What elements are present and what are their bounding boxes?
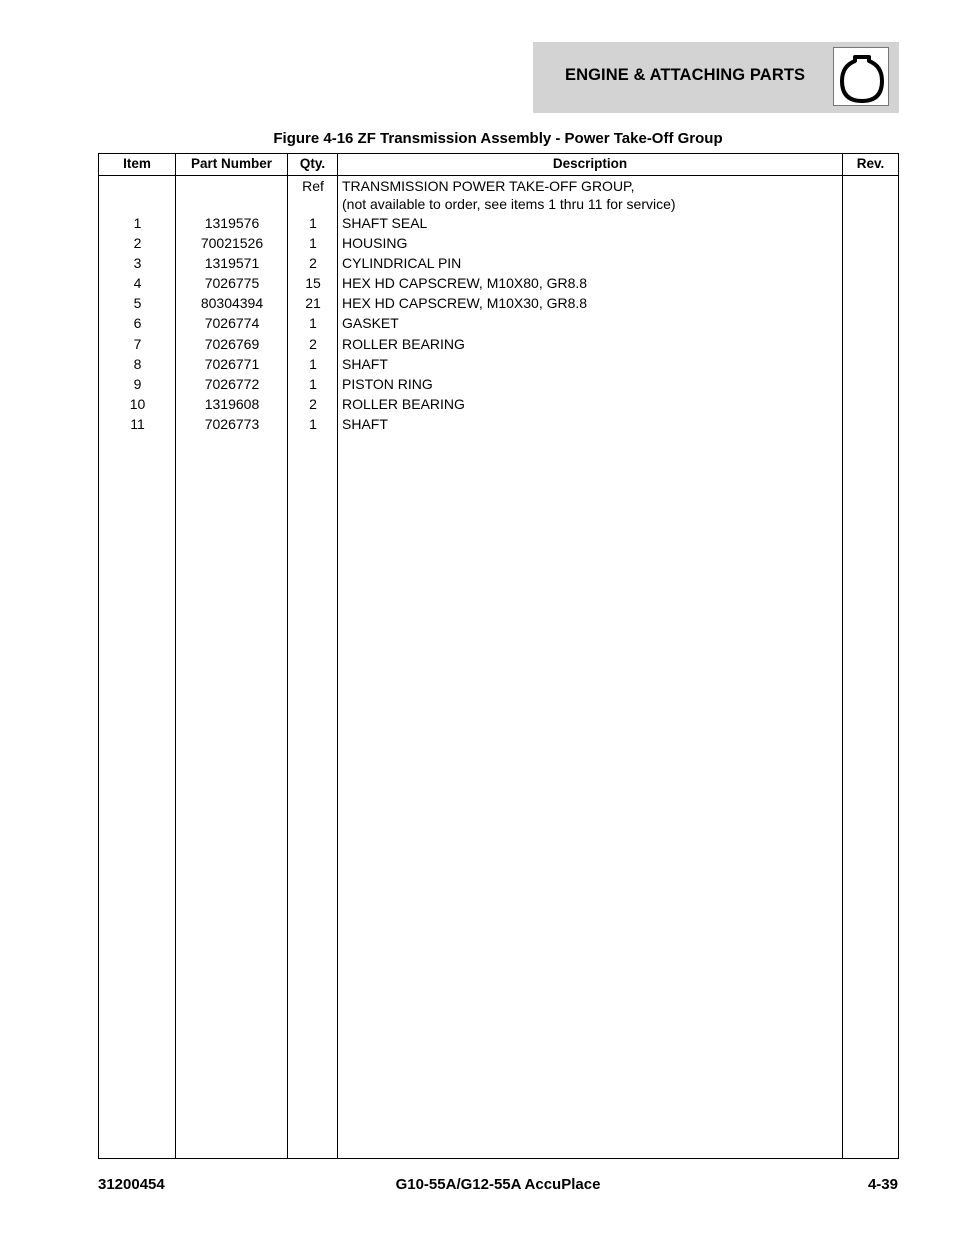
qty-cell: 15 (305, 275, 321, 292)
item-cell: 10 (129, 395, 146, 412)
item-cell: 2 (133, 235, 142, 252)
qty-cell: 1 (309, 375, 317, 392)
qty-cell: 1 (309, 415, 317, 432)
section-icon-box (833, 47, 889, 106)
part-number-cell: 1319608 (204, 395, 260, 412)
table-row (99, 234, 898, 254)
parts-table (98, 153, 899, 1159)
description-cell: ROLLER BEARING (342, 335, 465, 352)
description-cell: SHAFT (342, 415, 388, 432)
description-cell: GASKET (342, 315, 399, 332)
item-cell: 8 (133, 355, 142, 372)
part-number-cell: 7026775 (204, 275, 260, 292)
table-row (99, 415, 898, 435)
column-header-rev: Rev. (856, 156, 885, 171)
item-cell: 4 (133, 275, 142, 292)
qty-cell: 21 (305, 295, 321, 312)
item-cell: 6 (133, 315, 142, 332)
item-cell: 1 (133, 215, 142, 231)
item-cell: 9 (133, 375, 142, 392)
qty-cell: 2 (309, 335, 317, 352)
table-row (99, 214, 898, 234)
qty-cell: 1 (309, 235, 317, 252)
qty-cell: 1 (309, 315, 317, 332)
section-title: ENGINE & ATTACHING PARTS (565, 66, 806, 84)
section-header-tab (533, 42, 899, 113)
table-row (99, 355, 898, 375)
figure-title: Figure 4-16 ZF Transmission Assembly - Power Take-Off Group (273, 130, 723, 147)
table-row (99, 274, 898, 294)
item-cell: 7 (133, 335, 142, 352)
page-number: 4-39 (867, 1176, 898, 1193)
table-row (99, 314, 898, 334)
part-number-cell: 7026773 (204, 415, 260, 432)
table-row (99, 254, 898, 274)
part-number-cell: 1319576 (204, 215, 260, 231)
description-line: TRANSMISSION POWER TAKE-OFF GROUP, (342, 178, 635, 194)
table-row (99, 177, 898, 214)
part-number-cell: 7026774 (204, 315, 260, 332)
qty-cell: 1 (309, 215, 317, 231)
description-cell: SHAFT (342, 355, 388, 372)
description-cell: ROLLER BEARING (342, 395, 465, 412)
column-header-part-number: Part Number (190, 156, 273, 171)
part-number-cell: 70021526 (200, 235, 264, 252)
item-cell: 5 (133, 295, 142, 312)
part-number-cell: 7026772 (204, 375, 260, 392)
description-cell: SHAFT SEAL (342, 215, 428, 231)
part-number-cell: 7026769 (204, 335, 260, 352)
qty-cell: 1 (309, 355, 317, 372)
engine-icon (834, 48, 890, 107)
qty-cell: 2 (309, 395, 317, 412)
column-header-description: Description (552, 156, 628, 171)
document-number: 31200454 (98, 1176, 165, 1193)
part-number-cell: 1319571 (204, 255, 260, 272)
table-row (99, 395, 898, 415)
description-cell: CYLINDRICAL PIN (342, 255, 462, 272)
table-row (99, 375, 898, 395)
description-cell: PISTON RING (342, 375, 433, 392)
description-cell: HEX HD CAPSCREW, M10X30, GR8.8 (342, 295, 588, 312)
description-cell: HOUSING (342, 235, 408, 252)
item-cell: 11 (130, 415, 145, 432)
table-row (99, 294, 898, 314)
description-note: (not available to order, see items 1 thru 11 for service) (342, 196, 676, 212)
qty-cell: Ref (302, 178, 324, 194)
description-cell (342, 177, 842, 213)
column-header-item: Item (123, 156, 151, 171)
model-name: G10-55A/G12-55A AccuPlace (395, 1176, 601, 1193)
header-divider (99, 175, 898, 176)
item-cell: 3 (133, 255, 142, 272)
part-number-cell: 80304394 (200, 295, 264, 312)
part-number-cell: 7026771 (204, 355, 260, 372)
description-cell: HEX HD CAPSCREW, M10X80, GR8.8 (342, 275, 588, 292)
column-header-qty: Qty. (299, 156, 326, 171)
table-body (99, 177, 898, 435)
table-row (99, 335, 898, 355)
qty-cell: 2 (309, 255, 317, 272)
